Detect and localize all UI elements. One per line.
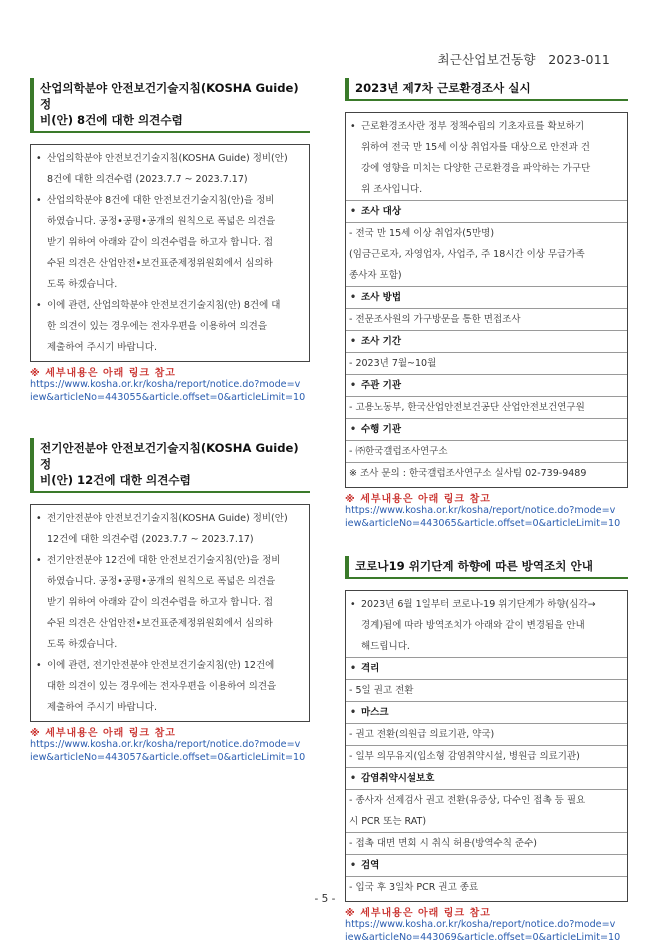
section-title-covid19-measures: 코로나19 위기단계 하향에 따른 방역조치 안내 bbox=[345, 556, 628, 579]
text-row: - 고용노동부, 한국산업안전보건공단 산업안전보건연구원 bbox=[349, 402, 585, 413]
section-box-covid19-measures bbox=[345, 590, 628, 902]
section-box-work-environment-survey bbox=[345, 112, 628, 488]
bullet-item: • 전기안전분야 12건에 대한 안전보건기술지침(안)을 정비 하였습니다. 공정•공평•공개의 원칙으로 폭넓은 의견을 받기 위하여 아래와 같이 의견수렴을 하고자 합니다. 접 수된 의견은 산업안전•보건표준제정위원회에서 심의하 도록 하겠습니다. bbox=[35, 550, 303, 655]
page-number: - 5 - bbox=[314, 893, 336, 905]
bullet-item: • 산업의학분야 8건에 대한 안전보건기술지침(안)을 정비 하였습니다. 공정•공평•공개의 원칙으로 폭넓은 의견을 받기 위하여 아래와 같이 의견수렴을 하고자 합니다. 접 수된 의견은 산업안전•보건표준제정위원회에서 심의하 도록 하겠습니다. bbox=[35, 190, 303, 295]
bullet-item: • 이에 관련, 산업의학분야 안전보건기술지침(안) 8건에 대 한 의견이 있는 경우에는 전자우편을 이용하여 의견을 제출하여 주시기 바랍니다. bbox=[35, 295, 303, 358]
section-title-work-environment-survey: 2023년 제7차 근로환경조사 실시 bbox=[345, 78, 628, 101]
text-row: - 종사자 선제검사 권고 전환(유증상, 다수인 접촉 등 필요 시 PCR 또는 RAT) bbox=[349, 795, 586, 827]
subheading-isolation: • 격리 bbox=[349, 658, 621, 679]
bullet-item: • 근로환경조사란 정부 정책수립의 기초자료를 확보하기 위하여 전국 만 15세 이상 취업자를 대상으로 안전과 건 강에 영향을 미치는 다양한 근로환경을 파악하는 가구단 위 조사입니다. bbox=[349, 116, 621, 200]
text-row: - 권고 전환(의원급 의료기관, 약국) bbox=[349, 729, 495, 740]
section-title-occupational-medicine: 산업의학분야 안전보건기술지침(KOSHA Guide) 정 비(안) 8건에 대한 의견수렴 bbox=[30, 78, 310, 133]
text-row: - ㈜한국갤럽조사연구소 bbox=[349, 446, 448, 457]
subheading-performer: • 수행 기관 bbox=[349, 419, 621, 440]
text-row: - 접촉 대면 면회 시 취식 허용(방역수칙 준수) bbox=[349, 838, 537, 849]
text-row: - 전국 만 15세 이상 취업자(5만명) (임금근로자, 자영업자, 사업주, 주 18시간 이상 무급가족 종사자 포함) bbox=[349, 228, 585, 281]
header-title: 최근산업보건동향 bbox=[437, 52, 536, 67]
header-issue: 2023-011 bbox=[548, 52, 610, 67]
text-row: - 2023년 7월~10월 bbox=[349, 358, 437, 369]
detail-link[interactable]: https://www.kosha.or.kr/kosha/report/notice.do?mode=v iew&articleNo=443057&article.offset=0&articleLimit=10 bbox=[30, 739, 306, 763]
section-title-electrical-safety: 전기안전분야 안전보건기술지침(KOSHA Guide) 정 비(안) 12건에 대한 의견수렴 bbox=[30, 438, 310, 493]
subheading-survey-period: • 조사 기간 bbox=[349, 331, 621, 352]
right-column bbox=[345, 78, 628, 944]
bullet-item: • 2023년 6월 1일부터 코로나-19 위기단계가 하향(심각→ 경계)됨에 따라 방역조치가 아래와 같이 변경됨을 안내 해드립니다. bbox=[349, 594, 621, 657]
subheading-organizer: • 주관 기관 bbox=[349, 375, 621, 396]
detail-note: ※ 세부내용은 아래 링크 참고 bbox=[345, 908, 491, 919]
bullet-item: • 산업의학분야 안전보건기술지침(KOSHA Guide) 정비(안) 8건에 대한 의견수렴 (2023.7.7 ~ 2023.7.17) bbox=[35, 148, 303, 190]
text-row: - 5일 권고 전환 bbox=[349, 685, 414, 696]
detail-note: ※ 세부내용은 아래 링크 참고 bbox=[30, 368, 176, 379]
subheading-mask: • 마스크 bbox=[349, 702, 621, 723]
section-box-electrical-safety bbox=[30, 504, 310, 722]
detail-note: ※ 세부내용은 아래 링크 참고 bbox=[345, 494, 491, 505]
subheading-vulnerable-facility: • 감염취약시설보호 bbox=[349, 768, 621, 789]
detail-note: ※ 세부내용은 아래 링크 참고 bbox=[30, 728, 176, 739]
detail-link[interactable]: https://www.kosha.or.kr/kosha/report/notice.do?mode=v iew&articleNo=443065&article.offset=0&articleLimit=10 bbox=[345, 505, 621, 529]
survey-contact: ※ 조사 문의 : 한국갤럽조사연구소 실사팀 02-739-9489 bbox=[349, 468, 587, 479]
subheading-survey-target: • 조사 대상 bbox=[349, 201, 621, 222]
text-row: - 입국 후 3일차 PCR 권고 종료 bbox=[349, 882, 479, 893]
text-row: - 일부 의무유지(입소형 감염취약시설, 병원급 의료기관) bbox=[349, 751, 580, 762]
detail-link[interactable]: https://www.kosha.or.kr/kosha/report/notice.do?mode=v iew&articleNo=443069&article.offset=0&articleLimit=10 bbox=[345, 919, 621, 943]
left-column bbox=[30, 78, 310, 764]
bullet-item: • 전기안전분야 안전보건기술지침(KOSHA Guide) 정비(안) 12건에 대한 의견수렴 (2023.7.7 ~ 2023.7.17) bbox=[35, 508, 303, 550]
detail-link[interactable]: https://www.kosha.or.kr/kosha/report/notice.do?mode=v iew&articleNo=443055&article.offset=0&articleLimit=10 bbox=[30, 379, 306, 403]
text-row: - 전문조사원의 가구방문을 통한 면접조사 bbox=[349, 314, 521, 325]
page-header bbox=[437, 50, 610, 68]
bullet-item: • 이에 관련, 전기안전분야 안전보건기술지침(안) 12건에 대한 의견이 있는 경우에는 전자우편을 이용하여 의견을 제출하여 주시기 바랍니다. bbox=[35, 655, 303, 718]
subheading-survey-method: • 조사 방법 bbox=[349, 287, 621, 308]
section-box-occupational-medicine bbox=[30, 144, 310, 362]
subheading-quarantine: • 검역 bbox=[349, 855, 621, 876]
